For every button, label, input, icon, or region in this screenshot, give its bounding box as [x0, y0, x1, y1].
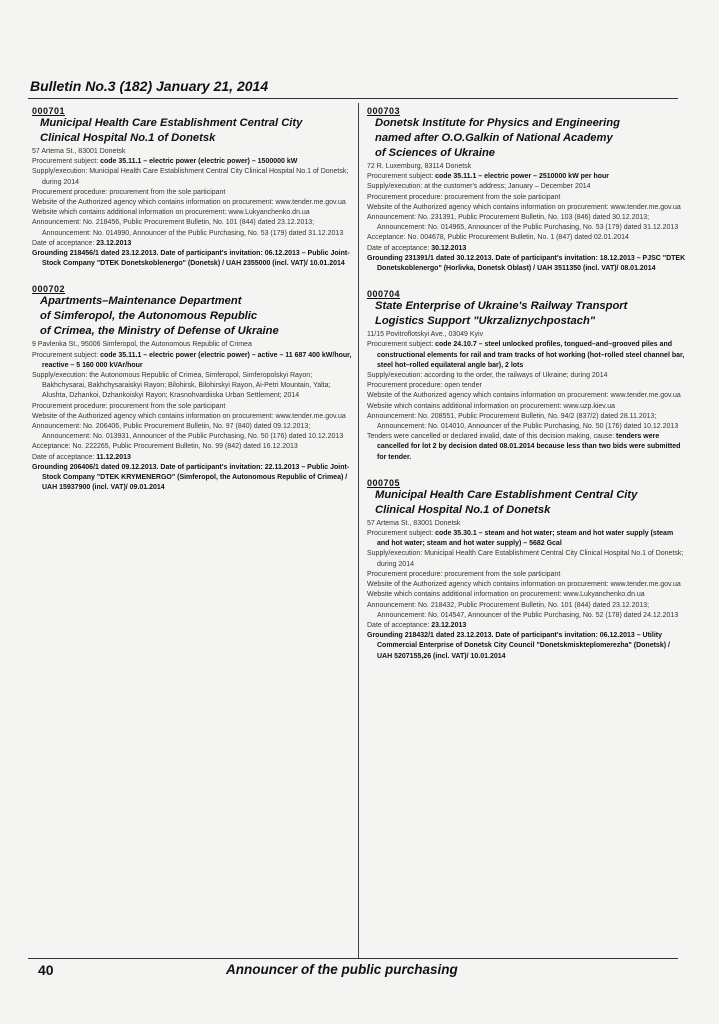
- entry-detail-line: [32, 340, 354, 350]
- column-divider: [358, 103, 359, 958]
- entry-title-line: Municipal Health Care Establishment Central City: [40, 117, 303, 129]
- detail-text: Announcement: No. 206406, Public Procurement Bulletin, No. 97 (840) dated 09.12.2013; Announcement: No. 013931, Announcer of the Public Purchasing, No. 50 (176) dated 10.12.2013: [32, 423, 344, 441]
- entry-detail-line: [367, 244, 687, 254]
- detail-text: Announcement: No. 208551, Public Procurement Bulletin, No. 94/2 (837/2) dated 28.11.2013; Announcement: No. 014010, Announcer of the Public Purchasing, No. 50 (176) dated 10.12.2013: [367, 412, 679, 431]
- detail-text: Acceptance: No. 004678, Public Procurement Bulletin, No. 1 (847) dated 02.01.2014: [367, 234, 629, 242]
- detail-label: Procurement subject:: [367, 341, 436, 349]
- entry-title-line: named after O.O.Galkin of National Academy: [375, 132, 613, 144]
- footer-divider: [28, 958, 678, 959]
- detail-text: Website which contains additional information on procurement: www.Lukyanchenko.dn.ua: [32, 209, 310, 217]
- entry-detail-line: [367, 162, 687, 172]
- detail-text: Procurement procedure: open tender: [367, 382, 482, 390]
- detail-text: Acceptance: No. 222265, Public Procurement Bulletin, No. 99 (842) dated 16.12.2013: [32, 443, 298, 451]
- detail-value: 23.12.2013: [96, 239, 132, 247]
- entry-detail-line: [32, 442, 354, 452]
- detail-value: code 35.11.1 – electric power (electric power) – 1500000 kW: [100, 158, 298, 166]
- entry-detail-line: [32, 208, 354, 218]
- detail-text: Supply/execution: Municipal Health Care Establishment Central City Clinical Hospital No.1 of Donetsk; during 2014: [367, 550, 684, 568]
- detail-value: code 35.30.1 – steam and hot water; steam and hot water supply (steam and hot water; steam and hot water supply) – 5682 Gcal: [377, 530, 674, 548]
- footer-title: Announcer of the public purchasing: [226, 962, 458, 977]
- procurement-entry: [367, 106, 687, 274]
- entry-title-line: Donetsk Institute for Physics and Engineering: [375, 117, 620, 129]
- detail-text: 72 R. Luxemburg, 83114 Donetsk: [367, 163, 472, 170]
- detail-value: Grounding 231391/1 dated 30.12.2013. Date of participant's invitation: 18.12.2013 – PJSC "DTEK Donetskoblenergo" (Horlivka, Donetsk Oblast) / UAH 3511350 (incl. VAT)/ 08.01.2014: [367, 254, 686, 273]
- detail-text: Procurement procedure: procurement from the sole participant: [367, 570, 561, 578]
- entry-title-line: Clinical Hospital No.1 of Donetsk: [375, 503, 551, 516]
- entry-detail-line: [367, 549, 687, 569]
- entry-detail-line: [367, 631, 687, 662]
- entry-detail-line: [367, 601, 687, 621]
- detail-text: Website of the Authorized agency which contains information on procurement: www.tender.me.gov.ua: [367, 581, 681, 589]
- entry-title-line: State Enterprise of Ukraine's Railway Transport: [375, 300, 628, 313]
- detail-text: Website which contains additional information on procurement: www.uzp.kiev.ua: [367, 402, 615, 410]
- entry-title-line: of Crimea, the Ministry of Defense of Ukraine: [40, 325, 279, 338]
- entry-detail-line: [367, 182, 687, 192]
- entry-title-line: Municipal Health Care Establishment Central City: [375, 488, 638, 501]
- entry-detail-line: [367, 381, 687, 391]
- detail-text: Supply/execution: the Autonomous Republic of Crimea, Simferopol, Simferopolskyi Rayon; Bakhchysarai, Bakhchysaraiskyi Rayon; Bilohirsk, Bilohirskyi Rayon, Ai-Petri Mountain, Yalta; Alushta, Dzhankoi, Dzhankoiskyi Rayon; Krasnohvardiiska Urban Settlement; 2014: [32, 372, 331, 400]
- detail-text: 57 Artema St., 83001 Donetsk: [32, 148, 126, 155]
- detail-label: Date of acceptance:: [367, 621, 432, 629]
- entry-detail-line: [32, 188, 354, 198]
- entry-detail-line: [367, 340, 687, 371]
- detail-label: Date of acceptance:: [32, 239, 97, 247]
- entry-detail-line: [32, 198, 354, 208]
- detail-label: Procurement subject:: [32, 351, 101, 359]
- detail-text: Supply/execution: at the customer's address; January – December 2014: [367, 183, 591, 191]
- entry-detail-line: [32, 453, 354, 463]
- entry-detail-line: [32, 147, 354, 157]
- entry-detail-line: [32, 218, 354, 238]
- detail-text: Announcement: No. 218456, Public Procurement Bulletin, No. 101 (844) dated 23.12.2013; Announcement: No. 014990, Announcer of the Public Purchasing, No. 53 (179) dated 31.12.2013: [32, 219, 344, 237]
- detail-label: Procurement subject:: [32, 158, 101, 166]
- detail-text: Website of the Authorized agency which contains information on procurement: www.tender.me.gov.ua: [367, 203, 681, 211]
- detail-text: Website which contains additional information on procurement: www.Lukyanchenko.dn.ua: [367, 591, 645, 599]
- detail-label: Date of acceptance:: [367, 244, 432, 252]
- entry-detail-line: [32, 412, 354, 422]
- detail-value: 23.12.2013: [431, 621, 467, 629]
- detail-text: Supply/execution: Municipal Health Care Establishment Central City Clinical Hospital No.1 of Donetsk; during 2014: [32, 168, 349, 186]
- detail-label: Tenders were cancelled or declared invalid, date of this decision making, cause:: [367, 433, 617, 441]
- detail-text: 9 Pavlenka St., 95006 Simferopol, the Autonomous Republic of Crimea: [32, 341, 252, 349]
- detail-label: Date of acceptance:: [32, 453, 97, 461]
- procurement-entry: [367, 289, 687, 463]
- procurement-entry: [367, 478, 687, 662]
- detail-value: code 24.10.7 – steel unlocked profiles, tongued–and–grooved piles and constructional elements for rail and tram tracks of hot working (hot–rolled steel channel bar, steel hot–rolled equilateral angle bar), 2 lots: [377, 341, 685, 369]
- entry-detail-line: [32, 371, 354, 402]
- entry-detail-line: [367, 254, 687, 274]
- entry-detail-line: [32, 157, 354, 167]
- entry-detail-line: [367, 203, 687, 213]
- detail-text: Procurement procedure: procurement from the sole participant: [367, 193, 561, 201]
- entry-title-line: of Simferopol, the Autonomous Republic: [40, 310, 258, 323]
- entry-detail-line: [367, 330, 687, 340]
- detail-value: code 35.11.1 – electric power (electric power) – active – 11 687 400 kW/hour, reactive – 5 160 000 kVAr/hour: [42, 351, 352, 369]
- right-column: [367, 106, 687, 677]
- entry-detail-line: [32, 402, 354, 412]
- header-divider: [28, 98, 678, 99]
- detail-label: Procurement subject:: [367, 530, 436, 538]
- detail-text: Website of the Authorized agency which contains information on procurement: www.tender.me.gov.ua: [367, 392, 681, 400]
- entry-detail-line: [367, 529, 687, 549]
- entry-detail-line: [367, 213, 687, 233]
- entry-number: 000703: [367, 106, 401, 116]
- entry-title-line: Logistics Support "Ukrzaliznychpostach": [375, 315, 596, 328]
- entry-detail-line: [32, 422, 354, 442]
- page-header: Bulletin No.3 (182) January 21, 2014: [30, 78, 269, 94]
- entry-detail-line: [367, 621, 687, 631]
- detail-text: 57 Artema St., 83001 Donetsk: [367, 519, 461, 527]
- detail-value: 30.12.2013: [431, 244, 467, 252]
- entry-detail-line: [367, 432, 687, 463]
- entry-title-line: of Sciences of Ukraine: [375, 147, 495, 159]
- entry-detail-line: [367, 570, 687, 580]
- detail-value: Grounding 206406/1 dated 09.12.2013. Date of participant's invitation: 22.11.2013 – Public Joint-Stock Company "DTEK KRYMENERGO" (Simferopol, the Autonomous Republic of Crimea) / UAH 15937900 (incl. VAT)/ 09.01.2014: [32, 463, 350, 492]
- entry-detail-line: [32, 351, 354, 371]
- detail-value: 11.12.2013: [96, 453, 131, 461]
- entry-detail-line: [32, 249, 354, 269]
- entry-detail-line: [32, 167, 354, 187]
- detail-value: tenders were cancelled for lot 2 by decision dated 08.01.2014 because less than two bids were submitted for tender.: [377, 433, 681, 461]
- detail-value: code 35.11.1 – electric power – 2510000 kW per hour: [435, 173, 610, 181]
- entry-detail-line: [367, 193, 687, 203]
- detail-text: Announcement: No. 231391, Public Procurement Bulletin, No. 103 (846) dated 30.12.2013; Announcement: No. 014965, Announcer of the Public Purchasing, No. 53 (179) dated 31.12.2013: [367, 214, 679, 232]
- entry-detail-line: [367, 371, 687, 381]
- entry-detail-line: [367, 233, 687, 243]
- page-number: 40: [38, 962, 54, 978]
- detail-value: Grounding 218456/1 dated 23.12.2013. Date of participant's invitation: 06.12.2013 – Public Joint-Stock Company "DTEK Donetskoblenergo" (Donetsk) / UAH 2355000 (incl. VAT)/ 10.01.2014: [32, 250, 350, 268]
- detail-text: Procurement procedure: procurement from the sole participant: [32, 188, 226, 196]
- entry-detail-line: [32, 239, 354, 249]
- entry-number: 000701: [32, 106, 66, 116]
- entry-detail-line: [367, 402, 687, 412]
- detail-text: Website of the Authorized agency which contains information on procurement: www.tender.me.gov.ua: [32, 412, 346, 420]
- entry-number: 000704: [367, 289, 401, 300]
- detail-text: Supply/execution: according to the order, the railways of Ukraine; during 2014: [367, 372, 608, 380]
- entry-detail-line: [367, 391, 687, 401]
- procurement-entry: [32, 284, 354, 493]
- entry-detail-line: [367, 412, 687, 432]
- left-column: [32, 106, 354, 508]
- procurement-entry: [32, 106, 354, 269]
- entry-title-line: Apartments–Maintenance Department: [40, 295, 242, 308]
- detail-value: Grounding 218432/1 dated 23.12.2013. Date of participant's invitation: 06.12.2013 – Utility Commercial Enterprise of Donetsk City Council "Donetskmiskteplomerezha" (Donetsk) / UAH 5207155,26 (incl. VAT)/ 10.01.2014: [367, 632, 670, 660]
- entry-detail-line: [32, 463, 354, 494]
- detail-text: Procurement procedure: procurement from the sole participant: [32, 402, 226, 410]
- entry-number: 000702: [32, 284, 66, 295]
- entry-detail-line: [367, 172, 687, 182]
- entry-detail-line: [367, 590, 687, 600]
- detail-label: Procurement subject:: [367, 173, 436, 181]
- entry-title-line: Clinical Hospital No.1 of Donetsk: [40, 132, 216, 144]
- detail-text: Announcement: No. 218432, Public Procurement Bulletin, No. 101 (844) dated 23.12.2013; Announcement: No. 014547, Announcer of the Public Purchasing, No. 52 (178) dated 24.12.2013: [367, 601, 679, 619]
- entry-detail-line: [367, 519, 687, 529]
- detail-text: 11/15 Povitroflotskyi Ave., 03049 Kyiv: [367, 331, 484, 339]
- entry-number: 000705: [367, 477, 401, 488]
- entry-detail-line: [367, 580, 687, 590]
- detail-text: Website of the Authorized agency which contains information on procurement: www.tender.me.gov.ua: [32, 199, 346, 207]
